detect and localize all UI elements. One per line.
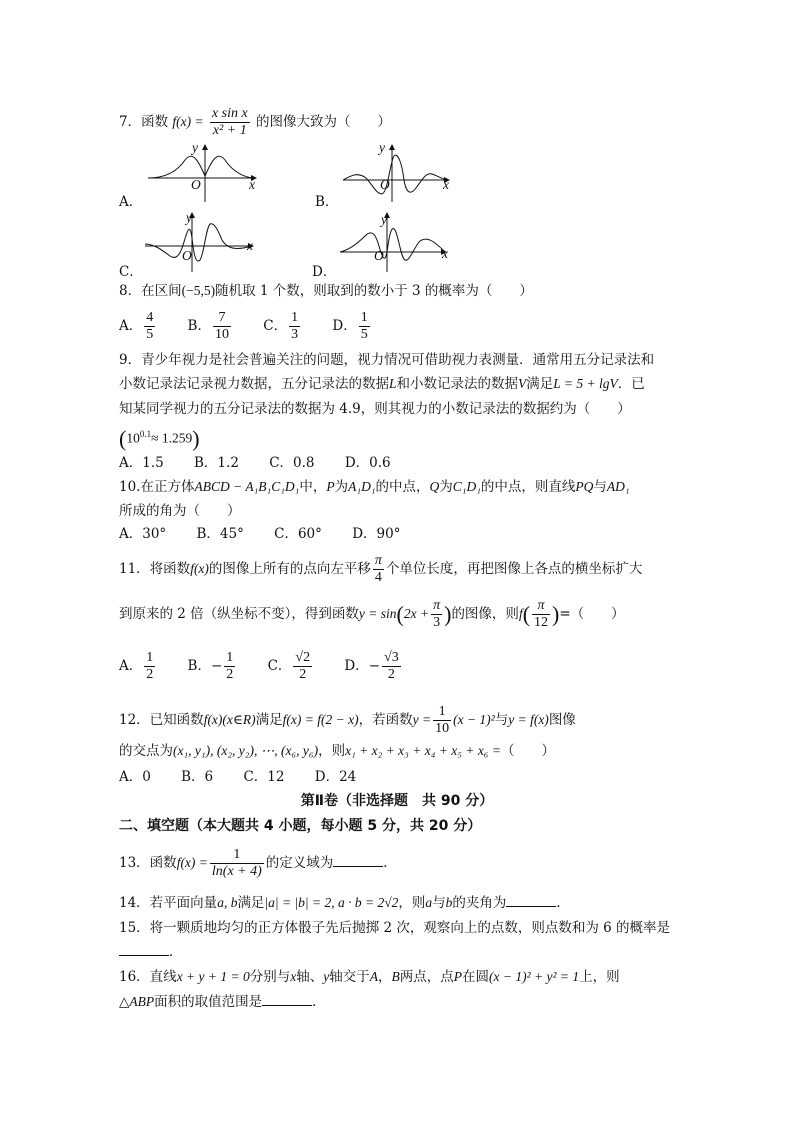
q7-graph-c	[142, 210, 260, 274]
q11-d-den: 2	[387, 667, 395, 682]
q13-blank[interactable]	[333, 854, 383, 867]
q12-line2-b: ，则	[318, 743, 346, 759]
q9-options	[119, 454, 417, 472]
q7-b-origin: O	[380, 177, 390, 192]
q16-h: 上，则	[579, 969, 620, 985]
q14-f: ．	[556, 895, 570, 911]
q16-triangle: △	[119, 994, 130, 1010]
q16-P: P	[453, 969, 463, 984]
q10-d: 的中点，	[375, 479, 430, 495]
q8-c-num: 1	[291, 310, 299, 325]
q8-a-num: 4	[146, 310, 154, 325]
q7-graph-a	[145, 142, 260, 204]
q9-option-d[interactable]: D．0.6	[344, 455, 391, 471]
q16-line2-c: ．	[312, 994, 326, 1010]
q12-sum: x₁ + x₂ + x₃ + x₄ + x₅ + x₆ =	[345, 743, 501, 758]
q11-b-num: 1	[226, 650, 234, 665]
q10-c: 为	[334, 479, 349, 495]
q13-a: 13．函数	[119, 855, 177, 871]
q8-stem	[119, 282, 533, 300]
q10-A1D1: A₁D₁	[348, 479, 376, 494]
q9-hint-rest: ≈ 1.259	[151, 430, 193, 446]
q7-b-x: x	[443, 177, 449, 192]
q7-a-x: x	[249, 177, 255, 192]
q16-B: B	[391, 969, 400, 984]
q8-interval: (−5,5)	[181, 283, 216, 298]
q16-b: 分别与	[249, 969, 291, 985]
q15-blank[interactable]	[119, 943, 169, 956]
q11-a-den: 2	[146, 667, 154, 682]
q7-frac-num: x sin x	[211, 106, 248, 121]
q12-a: 12．已知函数	[119, 712, 204, 728]
q11-line1	[119, 553, 642, 586]
q10-a: 10.在正方体	[119, 479, 195, 495]
q16-eq-line: x + y + 1 = 0	[176, 969, 250, 984]
q10-cube: ABCD − A₁B₁C₁D₁	[194, 479, 300, 494]
q12-line1	[119, 704, 576, 737]
q7-frac-den: x² + 1	[212, 123, 247, 138]
q16-a: 16．直线	[119, 969, 177, 985]
q13-den: ln(x + 4)	[211, 864, 262, 879]
q15-line1: 15．将一颗质地均匀的正方体骰子先后抛掷 2 次，观察向上的点数，则点数和为 6 的概率是	[119, 920, 671, 936]
q12-c-num: 1	[433, 704, 451, 721]
q10-b: 中，	[299, 479, 327, 495]
q7-d-origin: O	[374, 248, 384, 263]
q12-option-d[interactable]: D．24	[314, 769, 357, 785]
q14-cond: |a| = |b| = 2, a · b = 2√2	[264, 895, 399, 910]
q13-c: ．	[383, 855, 397, 871]
q8-text-b: 随机取 1 个数，则取到的数小于 3 的概率为（ ）	[215, 283, 533, 299]
q10-PQ: PQ	[575, 479, 594, 494]
q10-option-c[interactable]: C．60°	[274, 526, 322, 542]
q7-option-d-label: D．	[312, 264, 337, 280]
q9-hint-exp: 0.1	[139, 429, 152, 439]
q12-yeq: y =	[412, 712, 432, 727]
q9-hint-base: 10	[126, 430, 140, 446]
q11-a-num: 1	[146, 650, 154, 665]
q13-b: 的定义域为	[265, 855, 334, 871]
q7-d-y: y	[381, 212, 387, 227]
q16-blank[interactable]	[262, 993, 312, 1006]
q8-d-num: 1	[360, 310, 368, 325]
q11-line2-a: 到原来的 2 倍（纵坐标不变），得到函数	[119, 606, 359, 622]
q11-line2-c: =（ ）	[559, 606, 625, 622]
q16-line2	[119, 993, 326, 1011]
q13-func: f(x) =	[176, 855, 208, 870]
q16-x: x	[290, 969, 297, 984]
part2-title: 第Ⅱ卷（非选择题 共 90 分）	[300, 793, 494, 809]
q10-option-d[interactable]: D．90°	[352, 526, 401, 542]
q7-d-x: x	[442, 246, 448, 261]
q8-option-c[interactable]	[263, 310, 302, 343]
q11-shift-den: 4	[374, 570, 382, 585]
q10-AD1: AD₁	[606, 479, 630, 494]
q9-option-b[interactable]: B．1.2	[194, 455, 239, 471]
q10-options	[119, 525, 426, 543]
q11-c-num: √2	[295, 650, 311, 665]
q16-circle: (x − 1)² + y² = 1	[489, 969, 580, 984]
q7-func: f(x) =	[172, 114, 204, 129]
q11-inner: 2x +	[403, 606, 430, 621]
q11-b-sign: −	[210, 658, 223, 674]
q13-num: 1	[210, 847, 264, 864]
q7-tail: 的图像大致为（ ）	[255, 114, 391, 130]
q9-line2-a: 小数记录法记录视力数据，五分记录法的数据	[119, 376, 389, 392]
q9-option-c[interactable]: C．0.8	[269, 455, 315, 471]
q9-line1: 9．青少年视力是社会普遍关注的问题，视力情况可借助视力表测量．通常用五分记录法和	[119, 352, 655, 368]
q8-a-den: 5	[146, 327, 154, 342]
q10-line2: 所成的角为（ ）	[119, 503, 241, 519]
q16-line1	[119, 968, 620, 986]
q12-c-den: 10	[435, 721, 450, 736]
q14-b: 满足	[237, 895, 265, 911]
q12-options	[119, 768, 382, 786]
q8-options	[119, 310, 398, 343]
q16-f: 两点，点	[399, 969, 454, 985]
q8-b-num: 7	[213, 310, 231, 327]
q9-line2-b: 和小数记录法的数据	[396, 376, 519, 392]
q9-line2-c: 满足	[526, 376, 554, 392]
q7-c-x: x	[247, 238, 253, 253]
q10-g: 与	[593, 479, 607, 495]
q8-d-den: 5	[360, 327, 368, 342]
q14-d: 与	[432, 895, 446, 911]
q11-d-label: D．	[344, 658, 369, 674]
q8-b-den: 10	[214, 327, 229, 342]
q7-graph-d	[337, 210, 455, 274]
q10-option-b[interactable]: B．45°	[196, 526, 244, 542]
q16-d: 轴交于	[329, 969, 370, 985]
q11-c-label: C．	[267, 658, 292, 674]
q12-sym: f(x) = f(2 − x)	[282, 712, 359, 727]
q11-line2: 到原来的 2 倍（纵坐标不变），得到函数y = sin(2x + $\frac{\pi}{3}$ )的图像，则f( $\frac{\pi}{12}$ )=（ ）	[119, 598, 625, 630]
q9-formula: L = 5 + lgV	[553, 376, 618, 391]
q7-c-y: y	[186, 210, 192, 225]
q11-fx: f(x)	[190, 561, 209, 576]
q11-a: 11．将函数	[119, 561, 191, 577]
q10-option-a[interactable]: A．30°	[119, 526, 167, 542]
q11-d-num: √3	[384, 650, 399, 665]
q11-b-den: 2	[226, 667, 234, 682]
q14-vecs: a, b	[217, 895, 238, 910]
q11-inner-num: π	[433, 598, 441, 613]
q10-e: 为	[439, 479, 453, 495]
q14-va: a	[425, 895, 433, 910]
q12-line2-a: 的交点为	[119, 743, 173, 759]
q11-a-label: A．	[119, 658, 143, 674]
q15-end: ．	[169, 944, 183, 960]
part2-section: 二、填空题（本大题共 4 小题，每小题 5 分，共 20 分）	[119, 818, 482, 834]
q14-blank[interactable]	[506, 894, 556, 907]
q7-option-a-label: A．	[119, 194, 143, 210]
q8-d-label: D．	[332, 318, 357, 334]
q9-option-a[interactable]: A．1.5	[119, 455, 164, 471]
q10-C1D1: C₁D₁	[452, 479, 481, 494]
q7-option-b-label: B．	[315, 194, 339, 210]
q16-A: A	[369, 969, 379, 984]
q11-inner-den: 3	[433, 615, 441, 630]
q10-Q: Q	[429, 479, 440, 494]
q13-line	[119, 847, 397, 880]
q16-e: ，	[378, 969, 392, 985]
q10-f: 的中点，则直线	[480, 479, 576, 495]
q12-curve: (x − 1)²	[453, 712, 495, 727]
q15-line2	[119, 943, 183, 961]
q7-a-origin: O	[191, 177, 201, 192]
q12-points: (x₁, y₁), (x₂, y₂), ⋯, (x₆, y₆)	[173, 743, 319, 758]
q9-line2	[119, 375, 645, 393]
q12-line2-c: （ ）	[501, 743, 555, 759]
q14-a: 14．若平面向量	[119, 895, 218, 911]
q12-e: 图像	[548, 712, 576, 728]
q11-d-sign: −	[368, 658, 381, 674]
q9-L: L	[389, 376, 397, 391]
q12-yfx: y = f(x)	[508, 712, 549, 727]
q9-hint: $(10^{0.1}\approx 1.259)$	[119, 426, 200, 451]
q11-option-b[interactable]	[188, 650, 238, 683]
q7-graph-b	[340, 142, 455, 204]
q11-arg-den: 12	[534, 615, 549, 630]
q11-b-label: B．	[187, 658, 211, 674]
q7-option-c-label: C．	[119, 264, 143, 280]
q11-shift-num: π	[374, 553, 382, 568]
q12-option-a[interactable]: A．0	[119, 769, 151, 785]
q9-line3: 知某同学视力的五分记录法的数据为 4.9，则其视力的小数记录法的数据约为（ ）	[119, 401, 631, 417]
q11-f: f	[518, 606, 523, 621]
q8-option-a[interactable]	[119, 310, 157, 343]
q7-number: 7．函数	[119, 114, 169, 130]
q12-b: 满足	[255, 712, 283, 728]
q16-c: 轴、	[296, 969, 324, 985]
q12-fx: f(x)(x∈R)	[203, 712, 256, 727]
q7-b-y: y	[379, 140, 385, 155]
q11-option-a[interactable]	[119, 650, 157, 683]
q7-fraction	[210, 106, 250, 139]
q14-line	[119, 894, 570, 912]
q7-a-y: y	[192, 140, 198, 155]
q12-option-c[interactable]: C．12	[243, 769, 285, 785]
q16-ABP: ABP	[129, 994, 155, 1009]
q16-g: 在圆	[462, 969, 490, 985]
q8-option-b[interactable]	[188, 310, 233, 343]
q8-text-a: 8．在区间	[119, 283, 182, 299]
q11-yeq: y = sin	[358, 606, 397, 621]
q14-vb: b	[445, 895, 453, 910]
q14-e: 的夹角为	[452, 895, 507, 911]
q16-y: y	[323, 969, 330, 984]
q11-options	[119, 650, 429, 683]
q8-c-den: 3	[291, 327, 299, 342]
q8-c-label: C．	[263, 318, 288, 334]
q8-option-d[interactable]	[332, 310, 371, 343]
q11-option-d[interactable]	[344, 650, 402, 683]
q8-a-label: A．	[119, 318, 143, 334]
q12-c: ，若函数	[358, 712, 413, 728]
q8-b-label: B．	[187, 318, 211, 334]
q14-c: ，则	[398, 895, 426, 911]
q11-option-c[interactable]	[268, 650, 315, 683]
q12-option-b[interactable]: B．6	[181, 769, 214, 785]
q10-P: P	[326, 479, 335, 494]
q11-arg-num: π	[532, 598, 550, 615]
q16-line2-b: 面积的取值范围是	[154, 994, 263, 1010]
q11-b: 的图像上所有的点向左平移	[208, 561, 371, 577]
q11-line2-b: 的图像，则	[451, 606, 519, 622]
q9-line2-d: ．已	[617, 376, 645, 392]
q7-stem	[119, 106, 391, 139]
q11-c: 个单位长度，再把图像上各点的横坐标扩大	[385, 561, 643, 577]
q11-c-den: 2	[299, 667, 307, 682]
q12-line2	[119, 742, 555, 760]
q10-line1	[119, 478, 630, 496]
q12-d: 与	[494, 712, 509, 728]
q7-c-origin: O	[182, 248, 192, 263]
q9-V: V	[518, 376, 527, 391]
